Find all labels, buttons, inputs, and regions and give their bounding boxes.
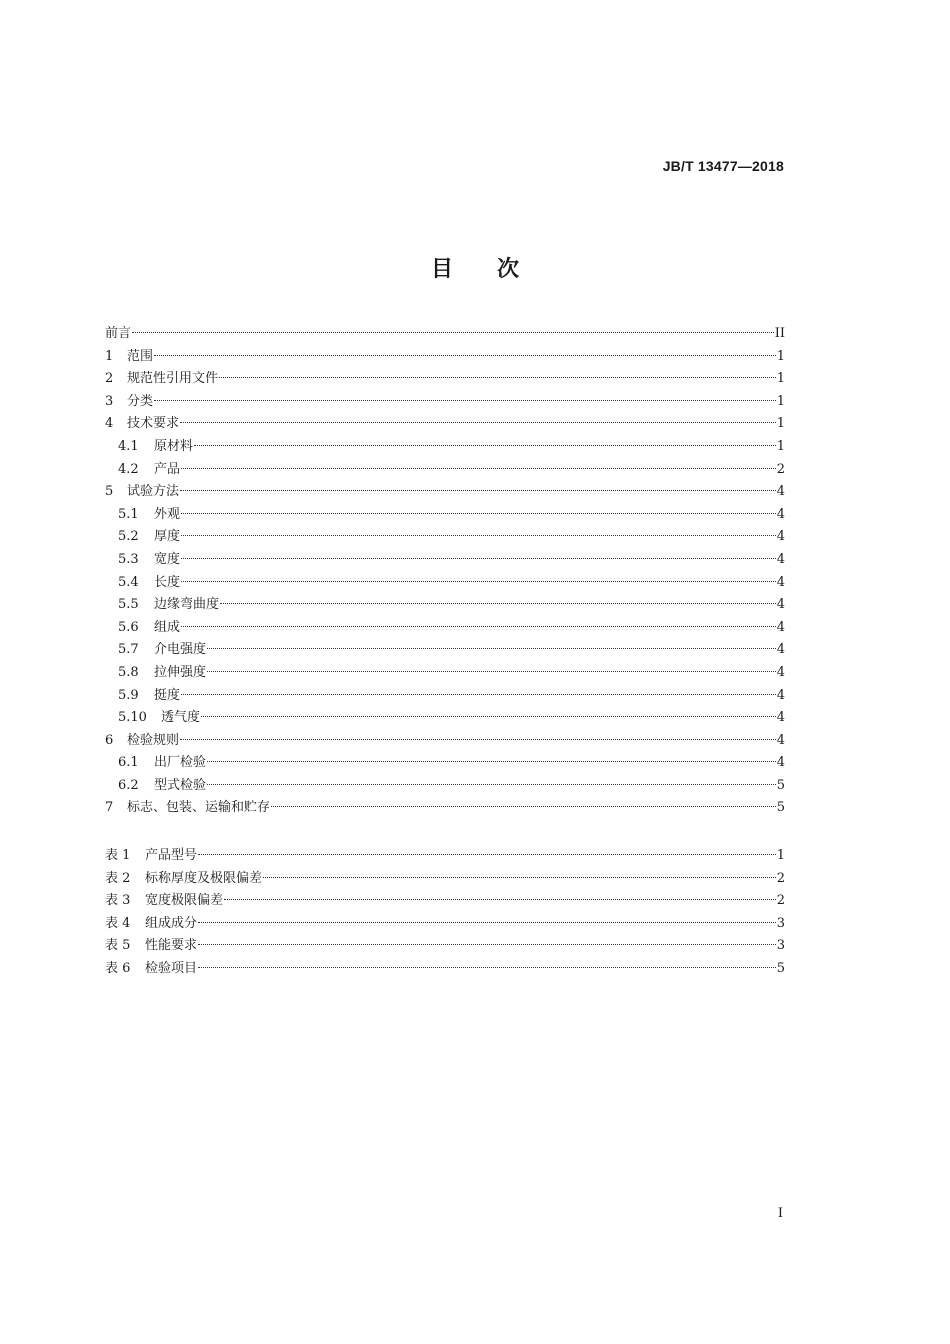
toc-entry-number: 5.8 xyxy=(118,664,139,680)
toc-entry-page: 1 xyxy=(776,438,785,454)
toc-entry-number: 5.7 xyxy=(118,642,139,658)
table-page: 5 xyxy=(776,960,785,976)
toc-subentry[interactable] xyxy=(105,685,785,708)
toc-entry-page: 1 xyxy=(776,371,785,387)
toc-entry-label: 范围 xyxy=(127,348,154,364)
toc-entry-page: 4 xyxy=(776,529,785,545)
toc-entry-number: 5.5 xyxy=(118,597,139,613)
toc-entry-page: 4 xyxy=(776,597,785,613)
list-of-tables xyxy=(105,845,785,981)
toc-entry-label: 出厂检验 xyxy=(154,755,207,771)
table-number: 表 5 xyxy=(105,938,131,954)
toc-entry-number: 5.10 xyxy=(118,710,147,726)
toc-entry-page: 4 xyxy=(776,732,785,748)
toc-entry-page: 4 xyxy=(776,506,785,522)
standard-code: JB/T 13477—2018 xyxy=(662,158,784,174)
toc-subentry[interactable] xyxy=(105,549,785,572)
table-number: 表 3 xyxy=(105,893,131,909)
toc-subentry[interactable] xyxy=(105,504,785,527)
toc-entry-number: 4.2 xyxy=(118,461,139,477)
toc-entry-label: 厚度 xyxy=(154,529,181,545)
toc-entry-page: 1 xyxy=(776,393,785,409)
toc-entry-number: 5.3 xyxy=(118,551,139,567)
toc-subentry[interactable] xyxy=(105,526,785,549)
toc-entry[interactable] xyxy=(105,346,785,369)
toc-entry-label: 原材料 xyxy=(154,438,194,454)
table-page: 2 xyxy=(776,893,785,909)
table-page: 1 xyxy=(776,848,785,863)
table-number: 表 4 xyxy=(105,915,131,931)
toc-entry-number: 6 xyxy=(105,732,114,748)
toc-entry-page: 4 xyxy=(776,574,785,590)
table-list-entry[interactable] xyxy=(105,913,785,936)
toc-entry-page: II xyxy=(774,326,785,341)
toc-subentry[interactable] xyxy=(105,459,785,482)
toc-entry-number: 5.9 xyxy=(118,687,139,703)
table-title: 标称厚度及极限偏差 xyxy=(145,870,263,886)
table-title: 性能要求 xyxy=(145,938,198,954)
toc-subentry[interactable] xyxy=(105,572,785,595)
table-title: 产品型号 xyxy=(145,848,198,863)
toc-entry-number: 7 xyxy=(105,800,114,816)
toc-entry-number: 5.4 xyxy=(118,574,139,590)
toc-entry-label: 标志、包装、运输和贮存 xyxy=(127,800,271,816)
toc-entry-label: 宽度 xyxy=(154,551,181,567)
title-char-2: 次 xyxy=(497,257,520,282)
table-page: 3 xyxy=(776,915,785,931)
toc-entry-number: 4.1 xyxy=(118,438,139,454)
table-page: 2 xyxy=(776,870,785,886)
toc-entry-number: 6.2 xyxy=(118,777,139,793)
table-list-entry[interactable] xyxy=(105,958,785,981)
toc-entry-number: 5.6 xyxy=(118,619,139,635)
toc-entry[interactable] xyxy=(105,413,785,436)
toc-entry-page: 1 xyxy=(776,348,785,364)
toc-entry-page: 4 xyxy=(776,687,785,703)
toc-entry[interactable] xyxy=(105,797,785,820)
table-title: 组成成分 xyxy=(145,915,198,931)
toc-entry-label: 组成 xyxy=(154,619,181,635)
table-number: 表 2 xyxy=(105,870,131,886)
toc-entry-page: 4 xyxy=(776,710,785,726)
toc-entry-label: 拉伸强度 xyxy=(154,664,207,680)
toc-entry-page: 4 xyxy=(776,642,785,658)
page-title xyxy=(0,252,950,283)
toc-entry-page: 5 xyxy=(776,800,785,816)
table-page: 3 xyxy=(776,938,785,954)
toc-subentry[interactable] xyxy=(105,775,785,798)
toc-entry-label: 外观 xyxy=(154,506,181,522)
toc-entry-number: 5 xyxy=(105,484,114,500)
toc-entry-page: 1 xyxy=(776,416,785,432)
table-title: 宽度极限偏差 xyxy=(145,893,224,909)
toc-entry[interactable] xyxy=(105,481,785,504)
toc-entry-page: 5 xyxy=(776,777,785,793)
toc-entry-label: 产品 xyxy=(154,461,181,477)
toc-entry-number: 3 xyxy=(105,393,114,409)
table-list-entry[interactable] xyxy=(105,890,785,913)
toc-entry-label: 型式检验 xyxy=(154,777,207,793)
toc-entry-number: 2 xyxy=(105,371,114,387)
toc-entry-page: 4 xyxy=(776,755,785,771)
toc-entry-label: 检验规则 xyxy=(127,732,180,748)
toc-subentry[interactable] xyxy=(105,752,785,775)
toc-entry-label: 技术要求 xyxy=(127,416,180,432)
toc-entry-page: 4 xyxy=(776,664,785,680)
page-number: I xyxy=(777,1206,783,1221)
title-char-1: 目 xyxy=(430,257,453,282)
toc-entry-number: 6.1 xyxy=(118,755,139,771)
toc-subentry[interactable] xyxy=(105,617,785,640)
toc-entry-number: 5.1 xyxy=(118,506,139,522)
table-list-entry[interactable] xyxy=(105,935,785,958)
toc-entry-label: 挺度 xyxy=(154,687,181,703)
toc-subentry[interactable] xyxy=(105,436,785,459)
toc-entry-number: 4 xyxy=(105,416,114,432)
table-number: 表 6 xyxy=(105,960,131,976)
toc-entry-number: 1 xyxy=(105,348,114,364)
toc-entry[interactable] xyxy=(105,730,785,753)
toc-entry-page: 4 xyxy=(776,619,785,635)
table-list-entry[interactable] xyxy=(105,845,785,868)
toc-entry-label: 介电强度 xyxy=(154,642,207,658)
toc-entry-page: 2 xyxy=(776,461,785,477)
table-list-entry[interactable] xyxy=(105,868,785,891)
toc-entry-label: 试验方法 xyxy=(127,484,180,500)
toc-entry-page: 4 xyxy=(776,484,785,500)
toc-entry[interactable] xyxy=(105,368,785,391)
toc-entry-number: 5.2 xyxy=(118,529,139,545)
table-title: 检验项目 xyxy=(145,960,198,976)
toc-subentry[interactable] xyxy=(105,594,785,617)
toc-entry-page: 4 xyxy=(776,551,785,567)
toc-subentry[interactable] xyxy=(105,662,785,685)
toc-entry-label: 分类 xyxy=(127,393,154,409)
toc-subentry[interactable] xyxy=(105,639,785,662)
toc-entry-label: 边缘弯曲度 xyxy=(154,597,220,613)
table-number: 表 1 xyxy=(105,848,131,863)
toc-entry-label: 透气度 xyxy=(161,710,201,726)
toc-subentry[interactable] xyxy=(105,707,785,730)
toc-entry-label: 规范性引用文件 xyxy=(127,371,219,387)
toc-entry-label: 长度 xyxy=(154,574,181,590)
toc-entry[interactable] xyxy=(105,391,785,414)
toc-entry-label: 前言 xyxy=(105,326,132,341)
table-of-contents xyxy=(105,323,785,820)
toc-entry-foreword[interactable] xyxy=(105,323,785,346)
